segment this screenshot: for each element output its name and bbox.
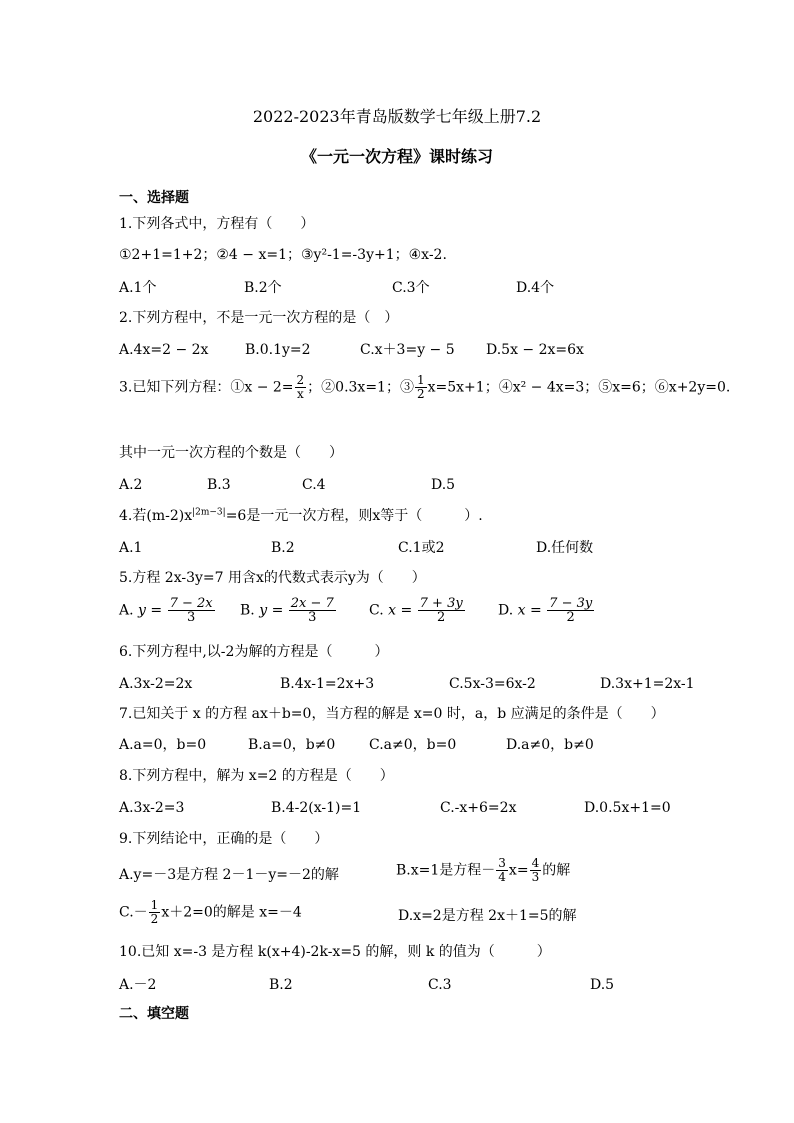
q4-option-d: D.任何数 bbox=[536, 540, 594, 556]
q1-items: ①2+1=1+2；②4 − x=1；③y²-1=-3y+1；④x-2. bbox=[119, 247, 447, 263]
q1-option-d: D.4个 bbox=[516, 280, 555, 296]
q9-option-b: B.x=1是方程－ $\frac{3}{4}$ x= $\frac{4}{3}$ 的解 bbox=[396, 856, 571, 884]
q7-stem: 7.已知关于 x 的方程 ax＋b=0，当方程的解是 x=0 时，a，b 应满足的条件是（ ） bbox=[119, 706, 665, 722]
q6-stem: 6.下列方程中,以-2为解的方程是（ ） bbox=[119, 644, 389, 660]
q1-stem: 1.下列各式中，方程有（ ） bbox=[119, 216, 315, 232]
q4-stem bbox=[119, 506, 483, 526]
q3-option-a: A.2 bbox=[119, 477, 143, 493]
q10-option-c: C.3 bbox=[428, 977, 452, 993]
q7-option-b: B.a=0，b≠0 bbox=[248, 737, 336, 753]
q8-stem: 8.下列方程中，解为 x=2 的方程是（ ） bbox=[119, 768, 394, 784]
q5-option-a: A. y = $\frac{7 - 2x}{3}$ bbox=[119, 596, 213, 625]
q4-exponent: |2m−3| bbox=[192, 507, 226, 518]
q5-stem: 5.方程 2x-3y=7 用含x的代数式表示y为（ ） bbox=[119, 570, 426, 586]
q4-option-c: C.1或2 bbox=[398, 540, 445, 556]
q8-option-a: A.3x-2=3 bbox=[119, 800, 185, 816]
q3-option-b: B.3 bbox=[207, 477, 231, 493]
q3-eq1: x − 2= bbox=[244, 379, 294, 396]
q7-option-a: A.a=0，b=0 bbox=[119, 737, 207, 753]
q6-option-d: D.3x+1=2x-1 bbox=[600, 676, 695, 692]
q9-fraction-1-over-2: $\frac{1}{2}$ bbox=[150, 898, 159, 926]
q3-fraction-1-over-2: $\frac{1}{2}$ bbox=[416, 373, 425, 401]
q3-stem-2: 其中一元一次方程的个数是（ ） bbox=[119, 445, 343, 461]
q3-fraction-2-over-x: $\frac{2}{x}$ bbox=[296, 373, 305, 401]
q4-option-a: A.1 bbox=[119, 540, 143, 556]
q2-option-b: B.0.1y=2 bbox=[245, 342, 311, 358]
q7-option-d: D.a≠0，b≠0 bbox=[506, 737, 594, 753]
q3-stem bbox=[119, 374, 730, 401]
q10-option-a: A.－2 bbox=[119, 977, 157, 993]
q1-option-a: A.1个 bbox=[119, 280, 157, 296]
q1-option-b: B.2个 bbox=[244, 280, 282, 296]
q6-option-c: C.5x-3=6x-2 bbox=[449, 676, 536, 692]
q5-option-c: C. x = $\frac{7 + 3y}{2}$ bbox=[369, 596, 463, 625]
q6-option-a: A.3x-2=2x bbox=[119, 676, 193, 692]
q3-option-d: D.5 bbox=[431, 477, 456, 493]
q2-stem: 2.下列方程中，不是一元一次方程的是（ ） bbox=[119, 310, 399, 326]
q9-fraction-4-over-3: $\frac{4}{3}$ bbox=[531, 856, 540, 884]
section-heading-fill-in: 二、填空题 bbox=[119, 1006, 189, 1022]
q10-option-d: D.5 bbox=[590, 977, 615, 993]
q7-option-c: C.a≠0，b=0 bbox=[369, 737, 457, 753]
q9-option-a: A.y=－3是方程 2－1－y=－2的解 bbox=[119, 867, 339, 883]
q3-eq2: ；②0.3x=1；③ bbox=[307, 379, 414, 396]
q3-option-c: C.4 bbox=[302, 477, 326, 493]
q10-option-b: B.2 bbox=[269, 977, 293, 993]
q8-option-b: B.4-2(x-1)=1 bbox=[271, 800, 362, 816]
q5-option-d: D. x = $\frac{7 - 3y}{2}$ bbox=[498, 596, 593, 625]
q4-stem-a: 4.若(m-2)x bbox=[119, 508, 193, 524]
q9-option-c: C.－ $\frac{1}{2}$ x＋2=0的解是 x=－4 bbox=[119, 898, 302, 926]
q4-stem-b: =6是一元一次方程，则x等于（ ）. bbox=[225, 508, 483, 524]
q6-option-b: B.4x-1=2x+3 bbox=[280, 676, 375, 692]
q8-option-d: D.0.5x+1=0 bbox=[584, 800, 671, 816]
q2-option-a: A.4x=2 − 2x bbox=[119, 342, 209, 358]
q9-stem: 9.下列结论中，正确的是（ ） bbox=[119, 831, 329, 847]
q1-option-c: C.3个 bbox=[392, 280, 430, 296]
q3-lead: 3.已知下列方程：① bbox=[119, 379, 245, 396]
q3-eq3: x=5x+1；④x² − 4x=3；⑤x=6；⑥x+2y=0. bbox=[427, 379, 731, 396]
q5-option-b: B. y = $\frac{2x - 7}{3}$ bbox=[240, 596, 334, 625]
q10-stem: 10.已知 x=-3 是方程 k(x+4)-2k-x=5 的解，则 k 的值为（ ） bbox=[119, 944, 551, 960]
q9-fraction-3-over-4: $\frac{3}{4}$ bbox=[498, 856, 506, 884]
q9-option-d: D.x=2是方程 2x＋1=5的解 bbox=[398, 908, 577, 924]
q8-option-c: C.-x+6=2x bbox=[440, 800, 517, 816]
section-heading-choice: 一、选择题 bbox=[119, 190, 189, 206]
q4-option-b: B.2 bbox=[271, 540, 295, 556]
title-line-2: 《一元一次方程》课时练习 bbox=[300, 147, 493, 166]
q2-option-d: D.5x − 2x=6x bbox=[486, 342, 584, 358]
title-line-1: 2022-2023年青岛版数学七年级上册7.2 bbox=[252, 107, 542, 126]
q2-option-c: C.x＋3=y − 5 bbox=[360, 342, 455, 358]
